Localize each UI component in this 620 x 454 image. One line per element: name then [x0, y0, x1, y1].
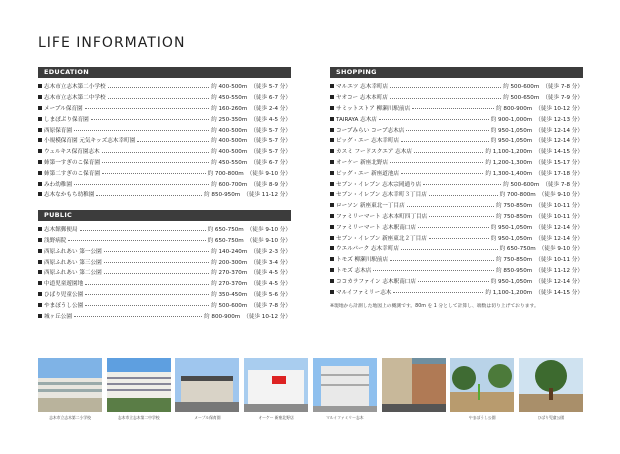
education-row	[38, 157, 291, 168]
bullet-icon	[38, 106, 42, 110]
leader-dots	[418, 223, 489, 228]
bullet-icon	[38, 238, 42, 242]
photo-card	[382, 358, 446, 428]
leader-dots	[102, 169, 206, 174]
facility-name: セブン・イレブン 志木幸町３丁目店	[336, 192, 427, 199]
facility-name: ビッグ・エー 志木幸町店	[336, 138, 400, 145]
public-list	[38, 224, 291, 321]
leader-dots	[102, 158, 209, 163]
bullet-icon	[38, 270, 42, 274]
facility-name: 西原ふれあい 第一公園	[44, 248, 102, 255]
shopping-row	[330, 157, 583, 168]
photo-caption: 志木市立志木第二中学校	[117, 415, 160, 420]
building-photo	[382, 358, 446, 412]
facility-distance: 約 1,300-1,400m	[485, 170, 533, 177]
public-row	[38, 267, 291, 278]
leader-dots	[68, 236, 205, 241]
facility-walk-time: （徒歩 4-5 分）	[250, 281, 291, 288]
shopping-row	[330, 135, 583, 146]
leader-dots	[390, 83, 501, 88]
facility-name: ヤオコー 志木本町店	[336, 95, 388, 102]
bullet-icon	[330, 84, 334, 88]
shopping-row	[330, 189, 583, 200]
bullet-icon	[330, 138, 334, 142]
public-row	[38, 245, 291, 256]
facility-distance: 約 450-550m	[211, 159, 248, 166]
bullet-icon	[38, 303, 42, 307]
facility-walk-time: （徒歩 5-7 分）	[250, 84, 291, 91]
nursery-photo	[175, 358, 239, 412]
leader-dots	[412, 104, 494, 109]
facility-distance: 約 500-600m	[211, 302, 248, 309]
facility-walk-time: （徒歩 5-7 分）	[250, 149, 291, 156]
shopping-header: SHOPPING	[330, 67, 583, 78]
education-row	[38, 92, 291, 103]
facility-name: 小規模保育園 元気キッズ志木幸町園	[44, 138, 136, 145]
facility-distance: 約 270-370m	[211, 270, 248, 277]
facility-name: トモズ 志木店	[336, 267, 372, 274]
facility-walk-time: （徒歩 11-12 分）	[535, 267, 583, 274]
education-header: EDUCATION	[38, 67, 291, 78]
education-row	[38, 135, 291, 146]
education-list	[38, 81, 291, 200]
bullet-icon	[38, 292, 42, 296]
leader-dots	[74, 126, 209, 131]
photo-caption: マルイファミリー志木	[326, 415, 364, 420]
facility-name: ココカラファイン 志木駅南口店	[336, 278, 416, 285]
facility-distance: 約 1,200-1,300m	[485, 159, 533, 166]
shopping-row	[330, 265, 583, 276]
shopping-row	[330, 124, 583, 135]
leader-dots	[85, 280, 209, 285]
facility-walk-time: （徒歩 12-14 分）	[535, 224, 583, 231]
bullet-icon	[330, 214, 334, 218]
bullet-icon	[330, 117, 334, 121]
education-row	[38, 103, 291, 114]
bullet-icon	[38, 192, 42, 196]
leader-dots	[85, 290, 209, 295]
shopping-row	[330, 81, 583, 92]
facility-name: ファミリーマート 志木本町四丁目店	[336, 213, 428, 220]
facility-distance: 約 650-750m	[207, 237, 244, 244]
facility-walk-time: （徒歩 7-8 分）	[250, 302, 291, 309]
bullet-icon	[38, 95, 42, 99]
facility-walk-time: （徒歩 6-7 分）	[250, 95, 291, 102]
public-row	[38, 224, 291, 235]
park-photo	[450, 358, 514, 412]
facility-distance: 約 350-450m	[211, 291, 248, 298]
leader-dots	[85, 301, 209, 306]
facility-distance: 約 900-1,000m	[490, 116, 533, 123]
distance-note: ※現地から計測した地図上の概測です。80m を 1 分として計算し、端数は切り上げております。	[330, 303, 539, 309]
bullet-icon	[38, 260, 42, 264]
shopping-row	[330, 178, 583, 189]
facility-walk-time: （徒歩 5-7 分）	[250, 127, 291, 134]
bullet-icon	[330, 236, 334, 240]
photo-caption: オーケー 新座北野店	[258, 415, 294, 420]
facility-walk-time: （徒歩 10-12 分）	[243, 313, 291, 320]
facility-walk-time: （徒歩 9-10 分）	[246, 227, 291, 234]
facility-distance: 約 800-900m	[204, 313, 241, 320]
facility-name: ローソン 新座東北一丁目店	[336, 203, 405, 210]
facility-distance: 約 400-500m	[211, 127, 248, 134]
facility-walk-time: （徒歩 4-5 分）	[250, 116, 291, 123]
mall-photo	[313, 358, 377, 412]
facility-distance: 約 650-750m	[499, 246, 536, 253]
bullet-icon	[330, 182, 334, 186]
facility-distance: 約 500-600m	[503, 181, 540, 188]
facility-distance: 約 950-1,050m	[490, 138, 533, 145]
bullet-icon	[330, 192, 334, 196]
facility-distance: 約 160-260m	[211, 105, 248, 112]
shopping-row	[330, 92, 583, 103]
facility-walk-time: （徒歩 12-13 分）	[535, 116, 583, 123]
education-row	[38, 81, 291, 92]
leader-dots	[407, 202, 494, 207]
facility-name: セブン・イレブン 志木宗岡通り店	[336, 181, 422, 188]
left-column	[38, 67, 291, 321]
facility-walk-time: （徒歩 12-14 分）	[535, 235, 583, 242]
facility-name: トモズ 柳瀬川駅前店	[336, 257, 389, 264]
facility-distance: 約 650-750m	[207, 227, 244, 234]
public-row	[38, 235, 291, 246]
leader-dots	[74, 312, 202, 317]
leader-dots	[74, 180, 209, 185]
bullet-icon	[330, 279, 334, 283]
facility-walk-time: （徒歩 12-14 分）	[535, 278, 583, 285]
shopping-row	[330, 200, 583, 211]
leader-dots	[390, 256, 494, 261]
photo-card	[450, 358, 514, 428]
shopping-row	[330, 286, 583, 297]
education-row	[38, 178, 291, 189]
facility-name: 志木市立志木第二中学校	[44, 95, 106, 102]
photo-strip	[38, 358, 583, 428]
photo-caption: メープル保育園	[194, 415, 221, 420]
facility-distance: 約 750-850m	[496, 203, 533, 210]
facility-name: 西原ふれあい 第三公園	[44, 259, 102, 266]
shopping-row	[330, 146, 583, 157]
facility-name: ひばり児童公園	[44, 291, 84, 298]
leader-dots	[390, 94, 501, 99]
facility-name: 姉第一すぎのこ保育園	[44, 159, 100, 166]
leader-dots	[91, 115, 209, 120]
leader-dots	[108, 83, 210, 88]
facility-walk-time: （徒歩 12-14 分）	[535, 138, 583, 145]
facility-name: みわ幼稚園	[44, 181, 72, 188]
facility-walk-time: （徒歩 5-7 分）	[250, 138, 291, 145]
facility-name: サミットストア 柳瀬川駅前店	[336, 105, 411, 112]
leader-dots	[379, 115, 489, 120]
bullet-icon	[330, 160, 334, 164]
facility-walk-time: （徒歩 3-4 分）	[250, 259, 291, 266]
shopping-row	[330, 103, 583, 114]
facility-name: やまぼうし公園	[44, 302, 84, 309]
facility-name: ウエルパーク 志木幸町店	[336, 246, 399, 253]
park-photo	[519, 358, 583, 412]
bullet-icon	[38, 149, 42, 153]
facility-name: 志木館郵便局	[44, 227, 78, 234]
bullet-icon	[330, 149, 334, 153]
facility-walk-time: （徒歩 10-11 分）	[535, 213, 583, 220]
photo-card	[519, 358, 583, 428]
bullet-icon	[38, 171, 42, 175]
photo-card	[244, 358, 308, 428]
leader-dots	[104, 269, 209, 274]
bullet-icon	[38, 138, 42, 142]
facility-name: ファミリーマート 志木駅南口店	[336, 224, 416, 231]
facility-distance: 約 200-300m	[211, 259, 248, 266]
facility-name: マルイファミリー志木	[336, 289, 392, 296]
facility-walk-time: （徒歩 14-15 分）	[535, 289, 583, 296]
leader-dots	[401, 245, 498, 250]
facility-distance: 約 400-500m	[211, 84, 248, 91]
facility-distance: 約 850-950m	[496, 267, 533, 274]
leader-dots	[108, 94, 210, 99]
facility-distance: 約 950-1,050m	[490, 235, 533, 242]
leader-dots	[406, 126, 488, 131]
facility-distance: 約 950-1,050m	[490, 278, 533, 285]
bullet-icon	[38, 227, 42, 231]
facility-distance: 約 600-700m	[211, 181, 248, 188]
education-row	[38, 167, 291, 178]
leader-dots	[423, 180, 501, 185]
leader-dots	[80, 226, 206, 231]
public-row	[38, 278, 291, 289]
facility-name: 城ヶ丘公園	[44, 313, 72, 320]
facility-walk-time: （徒歩 2-3 分）	[250, 248, 291, 255]
facility-name: ウェルキス保育園志木	[44, 149, 100, 156]
facility-name: 西原保育園	[44, 127, 72, 134]
bullet-icon	[38, 117, 42, 121]
bullet-icon	[38, 182, 42, 186]
public-header: PUBLIC	[38, 210, 291, 221]
leader-dots	[418, 277, 489, 282]
facility-name: カスミ フードスクエア 志木店	[336, 149, 412, 156]
facility-distance: 約 1,100-1,200m	[485, 289, 533, 296]
facility-name: コープみらい コープ志木店	[336, 127, 405, 134]
shopping-row	[330, 113, 583, 124]
facility-walk-time: （徒歩 15-17 分）	[535, 159, 583, 166]
facility-walk-time: （徒歩 10-11 分）	[535, 203, 583, 210]
education-row	[38, 189, 291, 200]
shopping-row	[330, 254, 583, 265]
bullet-icon	[38, 128, 42, 132]
facility-distance: 約 950-1,050m	[490, 127, 533, 134]
facility-walk-time: （徒歩 7-9 分）	[542, 95, 583, 102]
facility-walk-time: （徒歩 11-12 分）	[243, 192, 291, 199]
store-photo	[244, 358, 308, 412]
facility-name: 姉第二すぎのこ保育園	[44, 170, 100, 177]
shopping-row	[330, 221, 583, 232]
facility-name: TAIRAYA 志木店	[336, 116, 377, 123]
facility-name: 志木なかもち幼稚園	[44, 192, 95, 199]
bullet-icon	[330, 257, 334, 261]
shopping-row	[330, 232, 583, 243]
facility-distance: 約 850-950m	[204, 192, 241, 199]
shopping-row	[330, 243, 583, 254]
facility-distance: 約 250-350m	[211, 116, 248, 123]
facility-distance: 約 800-900m	[496, 105, 533, 112]
facility-name: ビッグ・エー 新座道池店	[336, 170, 400, 177]
facility-name: しまぽぷり保育園	[44, 116, 89, 123]
education-row	[38, 124, 291, 135]
public-row	[38, 256, 291, 267]
facility-distance: 約 950-1,050m	[490, 224, 533, 231]
leader-dots	[373, 266, 494, 271]
facility-walk-time: （徒歩 10-12 分）	[535, 105, 583, 112]
facility-name: 浅野病院	[44, 237, 67, 244]
facility-walk-time: （徒歩 14-15 分）	[535, 149, 583, 156]
leader-dots	[137, 137, 209, 142]
facility-name: 西原ふれあい 第二公園	[44, 270, 102, 277]
leader-dots	[401, 137, 489, 142]
page-title: LIFE INFORMATION	[38, 35, 186, 51]
facility-distance: 約 400-500m	[211, 149, 248, 156]
bullet-icon	[330, 106, 334, 110]
leader-dots	[104, 258, 209, 263]
shopping-list	[330, 81, 583, 297]
facility-walk-time: （徒歩 17-18 分）	[535, 170, 583, 177]
leader-dots	[429, 191, 498, 196]
public-row	[38, 310, 291, 321]
bullet-icon	[330, 95, 334, 99]
bullet-icon	[330, 203, 334, 207]
facility-name: 志木市立志木第二小学校	[44, 84, 106, 91]
bullet-icon	[330, 268, 334, 272]
bullet-icon	[38, 84, 42, 88]
bullet-icon	[330, 171, 334, 175]
bullet-icon	[330, 290, 334, 294]
facility-distance: 約 500-600m	[503, 84, 540, 91]
leader-dots	[85, 104, 209, 109]
facility-walk-time: （徒歩 9-10 分）	[538, 192, 583, 199]
shopping-row	[330, 211, 583, 222]
bullet-icon	[38, 314, 42, 318]
facility-walk-time: （徒歩 7-8 分）	[542, 181, 583, 188]
facility-walk-time: （徒歩 7-8 分）	[542, 84, 583, 91]
leader-dots	[104, 247, 209, 252]
facility-walk-time: （徒歩 8-9 分）	[250, 181, 291, 188]
leader-dots	[401, 169, 483, 174]
facility-walk-time: （徒歩 5-6 分）	[250, 291, 291, 298]
public-row	[38, 299, 291, 310]
bullet-icon	[38, 281, 42, 285]
facility-walk-time: （徒歩 6-7 分）	[250, 159, 291, 166]
photo-card	[107, 358, 171, 428]
leader-dots	[414, 148, 483, 153]
facility-distance: 約 140-240m	[211, 248, 248, 255]
right-column	[330, 67, 583, 310]
facility-walk-time: （徒歩 9-10 分）	[246, 237, 291, 244]
leader-dots	[102, 148, 210, 153]
facility-walk-time: （徒歩 9-10 分）	[538, 246, 583, 253]
photo-caption: 志木市立志木第二小学校	[49, 415, 91, 420]
facility-name: 中道児童遊園地	[44, 281, 84, 288]
facility-distance: 約 750-850m	[496, 213, 533, 220]
facility-walk-time: （徒歩 9-10 分）	[246, 170, 291, 177]
education-row	[38, 113, 291, 124]
bullet-icon	[330, 225, 334, 229]
leader-dots	[393, 288, 483, 293]
bullet-icon	[38, 160, 42, 164]
facility-distance: 約 450-550m	[211, 95, 248, 102]
facility-walk-time: （徒歩 12-14 分）	[535, 127, 583, 134]
facility-walk-time: （徒歩 2-4 分）	[250, 105, 291, 112]
photo-caption: ひばり児童公園	[537, 415, 565, 420]
facility-distance: 約 750-850m	[496, 257, 533, 264]
facility-walk-time: （徒歩 10-11 分）	[535, 257, 583, 264]
leader-dots	[390, 158, 483, 163]
facility-distance: 約 500-650m	[503, 95, 540, 102]
facility-name: オーケー 新座北野店	[336, 159, 389, 166]
facility-name: メープル保育園	[44, 105, 83, 112]
facility-distance: 約 700-800m	[499, 192, 536, 199]
bullet-icon	[38, 249, 42, 253]
shopping-row	[330, 167, 583, 178]
facility-distance: 約 400-500m	[211, 138, 248, 145]
school-photo	[107, 358, 171, 412]
facility-distance: 約 1,100-1,200m	[485, 149, 533, 156]
education-row	[38, 146, 291, 157]
photo-caption: やまぼうし公園	[468, 415, 496, 420]
photo-card	[175, 358, 239, 428]
bullet-icon	[330, 128, 334, 132]
facility-name: セブン・イレブン 新座東北２丁目店	[336, 235, 427, 242]
leader-dots	[96, 191, 202, 196]
photo-card	[313, 358, 377, 428]
shopping-row	[330, 275, 583, 286]
leader-dots	[429, 234, 489, 239]
facility-distance: 約 270-370m	[211, 281, 248, 288]
facility-walk-time: （徒歩 4-5 分）	[250, 270, 291, 277]
photo-card	[38, 358, 102, 428]
school-photo	[38, 358, 102, 412]
facility-name: マルエツ 志木幸町店	[336, 84, 389, 91]
public-row	[38, 289, 291, 300]
bullet-icon	[330, 246, 334, 250]
leader-dots	[429, 212, 494, 217]
facility-distance: 約 700-800m	[207, 170, 244, 177]
